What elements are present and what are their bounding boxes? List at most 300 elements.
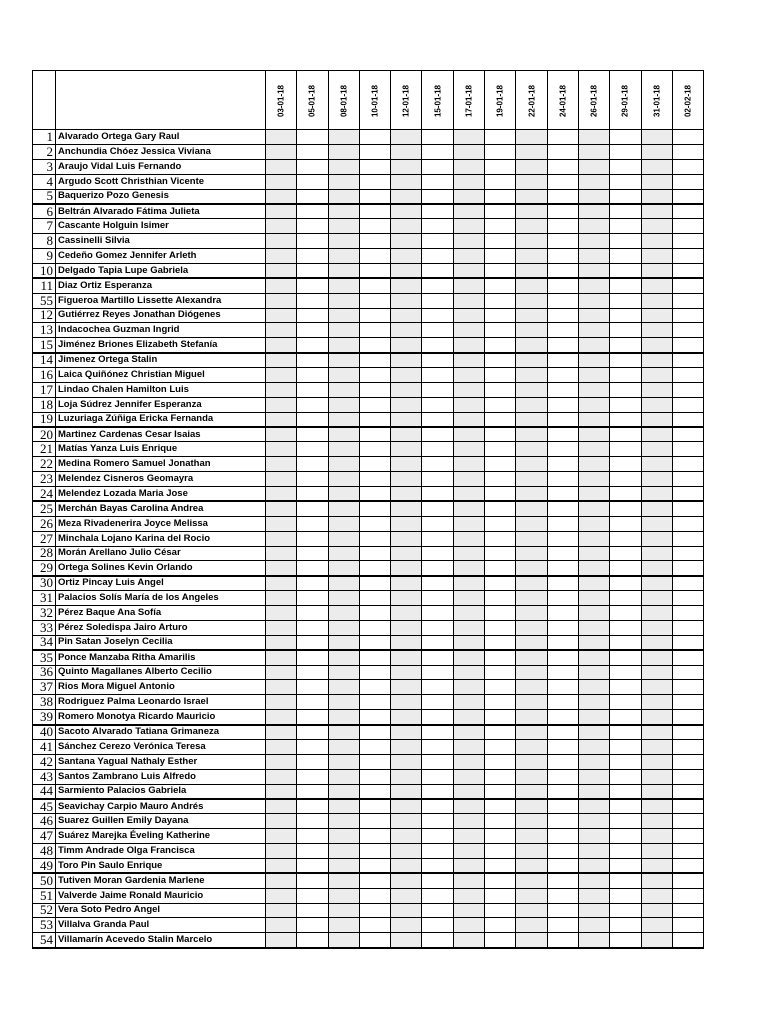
attendance-cell[interactable] (516, 606, 547, 621)
attendance-cell[interactable] (359, 189, 390, 204)
attendance-cell[interactable] (547, 204, 578, 219)
attendance-cell[interactable] (328, 204, 359, 219)
attendance-cell[interactable] (578, 620, 609, 635)
attendance-cell[interactable] (672, 784, 703, 799)
attendance-cell[interactable] (641, 263, 672, 278)
attendance-cell[interactable] (610, 130, 641, 145)
attendance-cell[interactable] (672, 650, 703, 665)
attendance-cell[interactable] (516, 293, 547, 308)
attendance-cell[interactable] (610, 903, 641, 918)
attendance-cell[interactable] (485, 397, 516, 412)
attendance-cell[interactable] (453, 829, 484, 844)
attendance-cell[interactable] (641, 695, 672, 710)
attendance-cell[interactable] (578, 263, 609, 278)
attendance-cell[interactable] (516, 665, 547, 680)
attendance-cell[interactable] (422, 501, 453, 516)
attendance-cell[interactable] (578, 635, 609, 650)
attendance-cell[interactable] (328, 308, 359, 323)
attendance-cell[interactable] (328, 144, 359, 159)
attendance-cell[interactable] (485, 650, 516, 665)
attendance-cell[interactable] (359, 159, 390, 174)
attendance-cell[interactable] (297, 888, 328, 903)
attendance-cell[interactable] (391, 278, 422, 293)
attendance-cell[interactable] (266, 739, 297, 754)
attendance-cell[interactable] (453, 695, 484, 710)
attendance-cell[interactable] (266, 397, 297, 412)
attendance-cell[interactable] (516, 814, 547, 829)
attendance-cell[interactable] (516, 308, 547, 323)
attendance-cell[interactable] (641, 323, 672, 338)
attendance-cell[interactable] (516, 263, 547, 278)
attendance-cell[interactable] (547, 858, 578, 873)
attendance-cell[interactable] (578, 516, 609, 531)
attendance-cell[interactable] (610, 263, 641, 278)
attendance-cell[interactable] (516, 442, 547, 457)
attendance-cell[interactable] (547, 234, 578, 249)
attendance-cell[interactable] (578, 368, 609, 383)
attendance-cell[interactable] (266, 531, 297, 546)
attendance-cell[interactable] (610, 650, 641, 665)
attendance-cell[interactable] (266, 695, 297, 710)
attendance-cell[interactable] (453, 263, 484, 278)
attendance-cell[interactable] (453, 531, 484, 546)
attendance-cell[interactable] (547, 710, 578, 725)
attendance-cell[interactable] (641, 338, 672, 353)
attendance-cell[interactable] (610, 293, 641, 308)
attendance-cell[interactable] (453, 278, 484, 293)
attendance-cell[interactable] (547, 308, 578, 323)
attendance-cell[interactable] (610, 249, 641, 264)
attendance-cell[interactable] (641, 159, 672, 174)
attendance-cell[interactable] (610, 487, 641, 502)
attendance-cell[interactable] (578, 427, 609, 442)
attendance-cell[interactable] (485, 234, 516, 249)
attendance-cell[interactable] (485, 754, 516, 769)
attendance-cell[interactable] (391, 710, 422, 725)
attendance-cell[interactable] (453, 635, 484, 650)
attendance-cell[interactable] (578, 130, 609, 145)
attendance-cell[interactable] (266, 844, 297, 859)
attendance-cell[interactable] (391, 546, 422, 561)
attendance-cell[interactable] (297, 397, 328, 412)
attendance-cell[interactable] (266, 546, 297, 561)
attendance-cell[interactable] (578, 219, 609, 234)
attendance-cell[interactable] (391, 516, 422, 531)
attendance-cell[interactable] (453, 323, 484, 338)
attendance-cell[interactable] (610, 472, 641, 487)
attendance-cell[interactable] (328, 606, 359, 621)
attendance-cell[interactable] (453, 606, 484, 621)
attendance-cell[interactable] (328, 576, 359, 591)
attendance-cell[interactable] (485, 784, 516, 799)
attendance-cell[interactable] (641, 873, 672, 888)
attendance-cell[interactable] (547, 293, 578, 308)
attendance-cell[interactable] (672, 695, 703, 710)
attendance-cell[interactable] (453, 620, 484, 635)
attendance-cell[interactable] (672, 338, 703, 353)
attendance-cell[interactable] (610, 234, 641, 249)
attendance-cell[interactable] (359, 725, 390, 740)
attendance-cell[interactable] (266, 918, 297, 933)
attendance-cell[interactable] (610, 189, 641, 204)
attendance-cell[interactable] (672, 427, 703, 442)
attendance-cell[interactable] (266, 799, 297, 814)
attendance-cell[interactable] (297, 561, 328, 576)
attendance-cell[interactable] (391, 204, 422, 219)
attendance-cell[interactable] (359, 144, 390, 159)
attendance-cell[interactable] (547, 263, 578, 278)
attendance-cell[interactable] (610, 204, 641, 219)
attendance-cell[interactable] (453, 844, 484, 859)
attendance-cell[interactable] (578, 382, 609, 397)
attendance-cell[interactable] (422, 382, 453, 397)
attendance-cell[interactable] (516, 397, 547, 412)
attendance-cell[interactable] (610, 665, 641, 680)
attendance-cell[interactable] (453, 918, 484, 933)
attendance-cell[interactable] (328, 397, 359, 412)
attendance-cell[interactable] (453, 442, 484, 457)
attendance-cell[interactable] (359, 933, 390, 948)
attendance-cell[interactable] (297, 665, 328, 680)
attendance-cell[interactable] (547, 769, 578, 784)
attendance-cell[interactable] (641, 472, 672, 487)
attendance-cell[interactable] (453, 814, 484, 829)
attendance-cell[interactable] (359, 263, 390, 278)
attendance-cell[interactable] (297, 353, 328, 368)
attendance-cell[interactable] (391, 338, 422, 353)
attendance-cell[interactable] (485, 918, 516, 933)
attendance-cell[interactable] (391, 472, 422, 487)
attendance-cell[interactable] (391, 591, 422, 606)
attendance-cell[interactable] (391, 858, 422, 873)
attendance-cell[interactable] (328, 516, 359, 531)
attendance-cell[interactable] (359, 174, 390, 189)
attendance-cell[interactable] (359, 918, 390, 933)
attendance-cell[interactable] (266, 725, 297, 740)
attendance-cell[interactable] (453, 516, 484, 531)
attendance-cell[interactable] (328, 665, 359, 680)
attendance-cell[interactable] (610, 516, 641, 531)
attendance-cell[interactable] (266, 933, 297, 948)
attendance-cell[interactable] (485, 442, 516, 457)
attendance-cell[interactable] (453, 338, 484, 353)
attendance-cell[interactable] (641, 650, 672, 665)
attendance-cell[interactable] (297, 814, 328, 829)
attendance-cell[interactable] (672, 234, 703, 249)
attendance-cell[interactable] (578, 873, 609, 888)
attendance-cell[interactable] (422, 725, 453, 740)
attendance-cell[interactable] (672, 293, 703, 308)
attendance-cell[interactable] (391, 695, 422, 710)
attendance-cell[interactable] (485, 873, 516, 888)
attendance-cell[interactable] (516, 784, 547, 799)
attendance-cell[interactable] (485, 903, 516, 918)
attendance-cell[interactable] (328, 784, 359, 799)
attendance-cell[interactable] (641, 858, 672, 873)
attendance-cell[interactable] (266, 858, 297, 873)
attendance-cell[interactable] (672, 844, 703, 859)
attendance-cell[interactable] (641, 829, 672, 844)
attendance-cell[interactable] (641, 888, 672, 903)
attendance-cell[interactable] (610, 888, 641, 903)
attendance-cell[interactable] (485, 144, 516, 159)
attendance-cell[interactable] (485, 710, 516, 725)
attendance-cell[interactable] (391, 382, 422, 397)
attendance-cell[interactable] (547, 873, 578, 888)
attendance-cell[interactable] (672, 501, 703, 516)
attendance-cell[interactable] (391, 799, 422, 814)
attendance-cell[interactable] (672, 769, 703, 784)
attendance-cell[interactable] (547, 903, 578, 918)
attendance-cell[interactable] (547, 219, 578, 234)
attendance-cell[interactable] (453, 769, 484, 784)
attendance-cell[interactable] (422, 829, 453, 844)
attendance-cell[interactable] (297, 591, 328, 606)
attendance-cell[interactable] (578, 293, 609, 308)
attendance-cell[interactable] (516, 873, 547, 888)
attendance-cell[interactable] (516, 650, 547, 665)
attendance-cell[interactable] (485, 189, 516, 204)
attendance-cell[interactable] (516, 249, 547, 264)
attendance-cell[interactable] (297, 219, 328, 234)
attendance-cell[interactable] (516, 531, 547, 546)
attendance-cell[interactable] (422, 278, 453, 293)
attendance-cell[interactable] (359, 888, 390, 903)
attendance-cell[interactable] (641, 174, 672, 189)
attendance-cell[interactable] (578, 397, 609, 412)
attendance-cell[interactable] (672, 174, 703, 189)
attendance-cell[interactable] (485, 725, 516, 740)
attendance-cell[interactable] (641, 412, 672, 427)
attendance-cell[interactable] (578, 888, 609, 903)
attendance-cell[interactable] (328, 739, 359, 754)
attendance-cell[interactable] (266, 606, 297, 621)
attendance-cell[interactable] (453, 591, 484, 606)
attendance-cell[interactable] (422, 739, 453, 754)
attendance-cell[interactable] (328, 472, 359, 487)
attendance-cell[interactable] (359, 472, 390, 487)
attendance-cell[interactable] (578, 308, 609, 323)
attendance-cell[interactable] (266, 219, 297, 234)
attendance-cell[interactable] (266, 353, 297, 368)
attendance-cell[interactable] (485, 204, 516, 219)
attendance-cell[interactable] (266, 903, 297, 918)
attendance-cell[interactable] (453, 457, 484, 472)
attendance-cell[interactable] (422, 338, 453, 353)
attendance-cell[interactable] (578, 353, 609, 368)
attendance-cell[interactable] (672, 606, 703, 621)
attendance-cell[interactable] (266, 576, 297, 591)
attendance-cell[interactable] (359, 249, 390, 264)
attendance-cell[interactable] (578, 278, 609, 293)
attendance-cell[interactable] (266, 635, 297, 650)
attendance-cell[interactable] (516, 546, 547, 561)
attendance-cell[interactable] (453, 888, 484, 903)
attendance-cell[interactable] (547, 368, 578, 383)
attendance-cell[interactable] (453, 873, 484, 888)
attendance-cell[interactable] (297, 858, 328, 873)
attendance-cell[interactable] (578, 918, 609, 933)
attendance-cell[interactable] (453, 427, 484, 442)
attendance-cell[interactable] (328, 487, 359, 502)
attendance-cell[interactable] (422, 888, 453, 903)
attendance-cell[interactable] (641, 635, 672, 650)
attendance-cell[interactable] (516, 695, 547, 710)
attendance-cell[interactable] (453, 903, 484, 918)
attendance-cell[interactable] (328, 442, 359, 457)
attendance-cell[interactable] (328, 561, 359, 576)
attendance-cell[interactable] (578, 665, 609, 680)
attendance-cell[interactable] (578, 725, 609, 740)
attendance-cell[interactable] (297, 382, 328, 397)
attendance-cell[interactable] (391, 219, 422, 234)
attendance-cell[interactable] (578, 531, 609, 546)
attendance-cell[interactable] (610, 219, 641, 234)
attendance-cell[interactable] (485, 472, 516, 487)
attendance-cell[interactable] (516, 472, 547, 487)
attendance-cell[interactable] (391, 397, 422, 412)
attendance-cell[interactable] (297, 531, 328, 546)
attendance-cell[interactable] (422, 308, 453, 323)
attendance-cell[interactable] (422, 665, 453, 680)
attendance-cell[interactable] (297, 308, 328, 323)
attendance-cell[interactable] (485, 338, 516, 353)
attendance-cell[interactable] (359, 873, 390, 888)
attendance-cell[interactable] (359, 278, 390, 293)
attendance-cell[interactable] (391, 189, 422, 204)
attendance-cell[interactable] (359, 561, 390, 576)
attendance-cell[interactable] (266, 754, 297, 769)
attendance-cell[interactable] (641, 799, 672, 814)
attendance-cell[interactable] (266, 710, 297, 725)
attendance-cell[interactable] (391, 159, 422, 174)
attendance-cell[interactable] (391, 725, 422, 740)
attendance-cell[interactable] (266, 308, 297, 323)
attendance-cell[interactable] (485, 829, 516, 844)
attendance-cell[interactable] (328, 591, 359, 606)
attendance-cell[interactable] (391, 665, 422, 680)
attendance-cell[interactable] (672, 754, 703, 769)
attendance-cell[interactable] (422, 844, 453, 859)
attendance-cell[interactable] (453, 799, 484, 814)
attendance-cell[interactable] (485, 368, 516, 383)
attendance-cell[interactable] (641, 620, 672, 635)
attendance-cell[interactable] (391, 130, 422, 145)
attendance-cell[interactable] (547, 561, 578, 576)
attendance-cell[interactable] (266, 516, 297, 531)
attendance-cell[interactable] (422, 769, 453, 784)
attendance-cell[interactable] (297, 144, 328, 159)
attendance-cell[interactable] (359, 754, 390, 769)
attendance-cell[interactable] (485, 293, 516, 308)
attendance-cell[interactable] (422, 174, 453, 189)
attendance-cell[interactable] (359, 814, 390, 829)
attendance-cell[interactable] (578, 323, 609, 338)
attendance-cell[interactable] (516, 858, 547, 873)
attendance-cell[interactable] (610, 769, 641, 784)
attendance-cell[interactable] (422, 903, 453, 918)
attendance-cell[interactable] (266, 293, 297, 308)
attendance-cell[interactable] (422, 130, 453, 145)
attendance-cell[interactable] (453, 368, 484, 383)
attendance-cell[interactable] (610, 561, 641, 576)
attendance-cell[interactable] (391, 680, 422, 695)
attendance-cell[interactable] (297, 457, 328, 472)
attendance-cell[interactable] (547, 278, 578, 293)
attendance-cell[interactable] (516, 323, 547, 338)
attendance-cell[interactable] (547, 323, 578, 338)
attendance-cell[interactable] (391, 814, 422, 829)
attendance-cell[interactable] (391, 144, 422, 159)
attendance-cell[interactable] (453, 754, 484, 769)
attendance-cell[interactable] (516, 576, 547, 591)
attendance-cell[interactable] (266, 427, 297, 442)
attendance-cell[interactable] (453, 501, 484, 516)
attendance-cell[interactable] (672, 130, 703, 145)
attendance-cell[interactable] (453, 308, 484, 323)
attendance-cell[interactable] (422, 814, 453, 829)
attendance-cell[interactable] (672, 710, 703, 725)
attendance-cell[interactable] (391, 442, 422, 457)
attendance-cell[interactable] (266, 204, 297, 219)
attendance-cell[interactable] (391, 576, 422, 591)
attendance-cell[interactable] (672, 873, 703, 888)
attendance-cell[interactable] (672, 739, 703, 754)
attendance-cell[interactable] (328, 338, 359, 353)
attendance-cell[interactable] (391, 368, 422, 383)
attendance-cell[interactable] (610, 873, 641, 888)
attendance-cell[interactable] (547, 829, 578, 844)
attendance-cell[interactable] (547, 353, 578, 368)
attendance-cell[interactable] (578, 799, 609, 814)
attendance-cell[interactable] (672, 397, 703, 412)
attendance-cell[interactable] (359, 576, 390, 591)
attendance-cell[interactable] (485, 308, 516, 323)
attendance-cell[interactable] (672, 858, 703, 873)
attendance-cell[interactable] (672, 159, 703, 174)
attendance-cell[interactable] (672, 353, 703, 368)
attendance-cell[interactable] (359, 650, 390, 665)
attendance-cell[interactable] (266, 814, 297, 829)
attendance-cell[interactable] (297, 903, 328, 918)
attendance-cell[interactable] (578, 858, 609, 873)
attendance-cell[interactable] (641, 814, 672, 829)
attendance-cell[interactable] (672, 576, 703, 591)
attendance-cell[interactable] (610, 591, 641, 606)
attendance-cell[interactable] (578, 710, 609, 725)
attendance-cell[interactable] (641, 903, 672, 918)
attendance-cell[interactable] (297, 204, 328, 219)
attendance-cell[interactable] (297, 338, 328, 353)
attendance-cell[interactable] (391, 501, 422, 516)
attendance-cell[interactable] (422, 159, 453, 174)
attendance-cell[interactable] (578, 933, 609, 948)
attendance-cell[interactable] (359, 665, 390, 680)
attendance-cell[interactable] (641, 219, 672, 234)
attendance-cell[interactable] (266, 234, 297, 249)
attendance-cell[interactable] (672, 561, 703, 576)
attendance-cell[interactable] (266, 442, 297, 457)
attendance-cell[interactable] (297, 130, 328, 145)
attendance-cell[interactable] (547, 576, 578, 591)
attendance-cell[interactable] (391, 323, 422, 338)
attendance-cell[interactable] (328, 368, 359, 383)
attendance-cell[interactable] (547, 472, 578, 487)
attendance-cell[interactable] (516, 799, 547, 814)
attendance-cell[interactable] (453, 353, 484, 368)
attendance-cell[interactable] (485, 739, 516, 754)
attendance-cell[interactable] (547, 606, 578, 621)
